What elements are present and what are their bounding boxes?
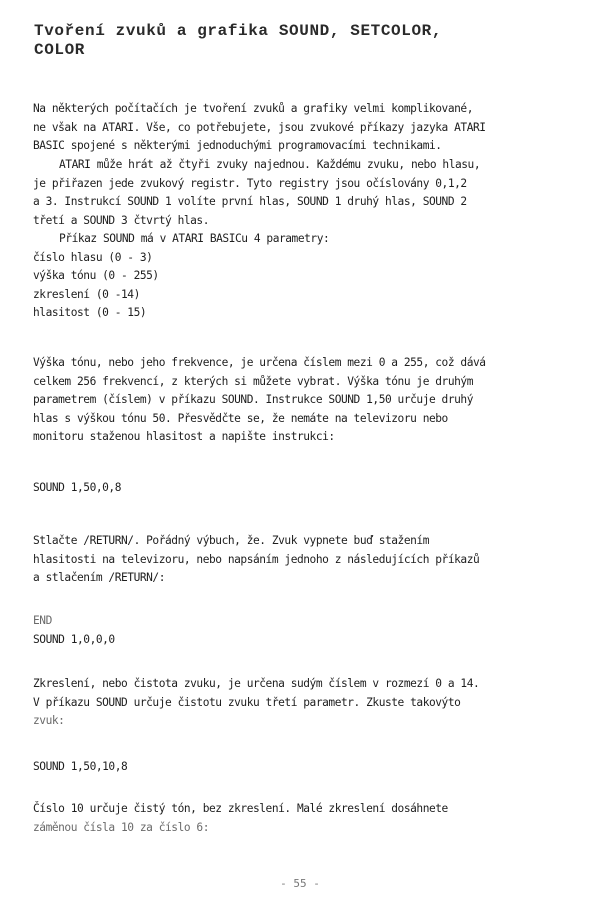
- paragraph-intro: [33, 100, 578, 156]
- page-title: [34, 22, 574, 60]
- text-line: V příkazu SOUND určuje čistotu zvuku třetí parametr. Zkuste takovýto: [33, 695, 461, 709]
- text-line: Příkaz SOUND má v ATARI BASICu 4 parametry:: [59, 232, 330, 245]
- code-example-3: [33, 758, 578, 777]
- code-line: END: [33, 614, 52, 627]
- text-line: Zkreslení, nebo čistota zvuku, je určena sudým číslem v rozmezí 0 a 14.: [33, 677, 480, 690]
- paragraph-voices: [33, 156, 578, 230]
- text-line: zvuk:: [33, 714, 65, 728]
- text-line: záměnou čísla 10 za číslo 6:: [33, 820, 209, 834]
- parameter-item: výška tónu (0 - 255): [33, 269, 159, 283]
- paragraph-distortion: [33, 675, 578, 731]
- page-number: - 55 -: [280, 877, 320, 890]
- code-example-2: [33, 612, 578, 649]
- paragraph-return: [33, 532, 578, 588]
- code-line: SOUND 1,0,0,0: [33, 632, 115, 646]
- text-line: BASIC spojené s některými jednoduchými programovacími technikami.: [33, 139, 442, 153]
- text-line: ne však na ATARI. Vše, co potřebujete, jsou zvukové příkazy jazyka ATARI: [33, 120, 486, 134]
- text-line: třetí a SOUND 3 čtvrtý hlas.: [33, 213, 209, 227]
- parameter-item: číslo hlasu (0 - 3): [33, 250, 153, 264]
- text-line: Výška tónu, nebo jeho frekvence, je určena číslem mezi 0 a 255, což dává: [33, 356, 486, 369]
- text-line: a stlačením /RETURN/:: [33, 571, 165, 585]
- parameter-item: hlasitost (0 - 15): [33, 306, 147, 320]
- paragraph-pure-tone: [33, 800, 578, 837]
- text-line: parametrem (číslem) v příkazu SOUND. Instrukce SOUND 1,50 určuje druhý: [33, 393, 473, 407]
- code-line: SOUND 1,50,0,8: [33, 481, 121, 494]
- text-line: Číslo 10 určuje čistý tón, bez zkreslení. Malé zkreslení dosáhnete: [33, 802, 448, 815]
- text-line: hlas s výškou tónu 50. Přesvědčte se, že nemáte na televizoru nebo: [33, 411, 448, 425]
- paragraph-pitch: [33, 354, 578, 447]
- text-line: hlasitosti na televizoru, nebo napsáním jednoho z následujících příkazů: [33, 552, 480, 566]
- text-line: je přiřazen jede zvukový registr. Tyto registry jsou očíslovány 0,1,2: [33, 176, 467, 190]
- text-line: Na některých počítačích je tvoření zvuků a grafiky velmi komplikované,: [33, 102, 473, 115]
- code-line: SOUND 1,50,10,8: [33, 760, 128, 773]
- title-line-1: Tvoření zvuků a grafika SOUND, SETCOLOR,: [34, 22, 443, 40]
- text-line: monitoru staženou hlasitost a napište instrukci:: [33, 430, 335, 444]
- text-line: Stlačte /RETURN/. Pořádný výbuch, že. Zvuk vypnete buď stažením: [33, 534, 429, 547]
- title-line-2: COLOR: [34, 41, 86, 59]
- paragraph-parameters: [33, 230, 578, 323]
- parameter-item: zkreslení (0 -14): [33, 287, 140, 301]
- code-example-1: [33, 479, 578, 498]
- text-line: celkem 256 frekvencí, z kterých si můžete vybrat. Výška tónu je druhým: [33, 374, 473, 388]
- text-line: a 3. Instrukcí SOUND 1 volíte první hlas, SOUND 1 druhý hlas, SOUND 2: [33, 195, 467, 209]
- text-line: ATARI může hrát až čtyři zvuky najednou. Každému zvuku, nebo hlasu,: [59, 158, 481, 171]
